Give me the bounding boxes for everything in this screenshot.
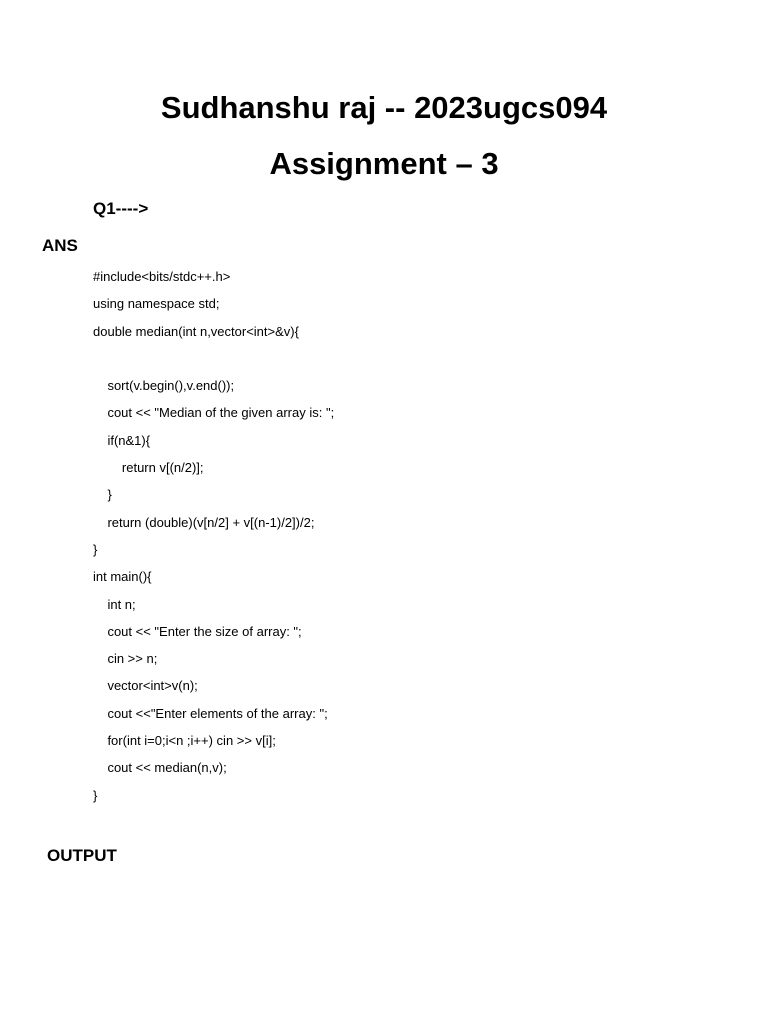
question-label: Q1----> [93,199,149,218]
answer-label: ANS [42,236,78,255]
code-line: for(int i=0;i<n ;i++) cin >> v[i]; [93,733,276,749]
code-line: return v[(n/2)]; [93,460,204,476]
code-line [93,349,693,376]
code-block [93,267,693,813]
code-line: #include<bits/stdc++.h> [93,269,231,284]
output-label: OUTPUT [47,846,117,865]
document-title: Sudhanshu raj -- 2023ugcs094 [160,90,608,125]
code-line: return (double)(v[n/2] + v[(n-1)/2])/2; [93,514,315,530]
code-line: } [93,541,98,557]
code-line: int main(){ [93,569,152,585]
assignment-title: Assignment – 3 [269,146,499,181]
code-line: if(n&1){ [93,432,151,448]
code-line: vector<int>v(n); [93,678,198,694]
code-line: cout <<"Enter elements of the array: "; [93,705,328,721]
code-line: } [93,787,98,803]
code-line: double median(int n,vector<int>&v){ [93,323,299,339]
code-line: cin >> n; [93,651,158,667]
code-line: cout << "Enter the size of array: "; [93,623,302,639]
code-line: int n; [93,596,136,612]
code-line: cout << median(n,v); [93,760,227,776]
code-line: } [93,487,112,503]
code-line: using namespace std; [93,296,220,312]
code-line: sort(v.begin(),v.end()); [93,378,235,394]
code-line: cout << "Median of the given array is: "; [93,405,335,421]
